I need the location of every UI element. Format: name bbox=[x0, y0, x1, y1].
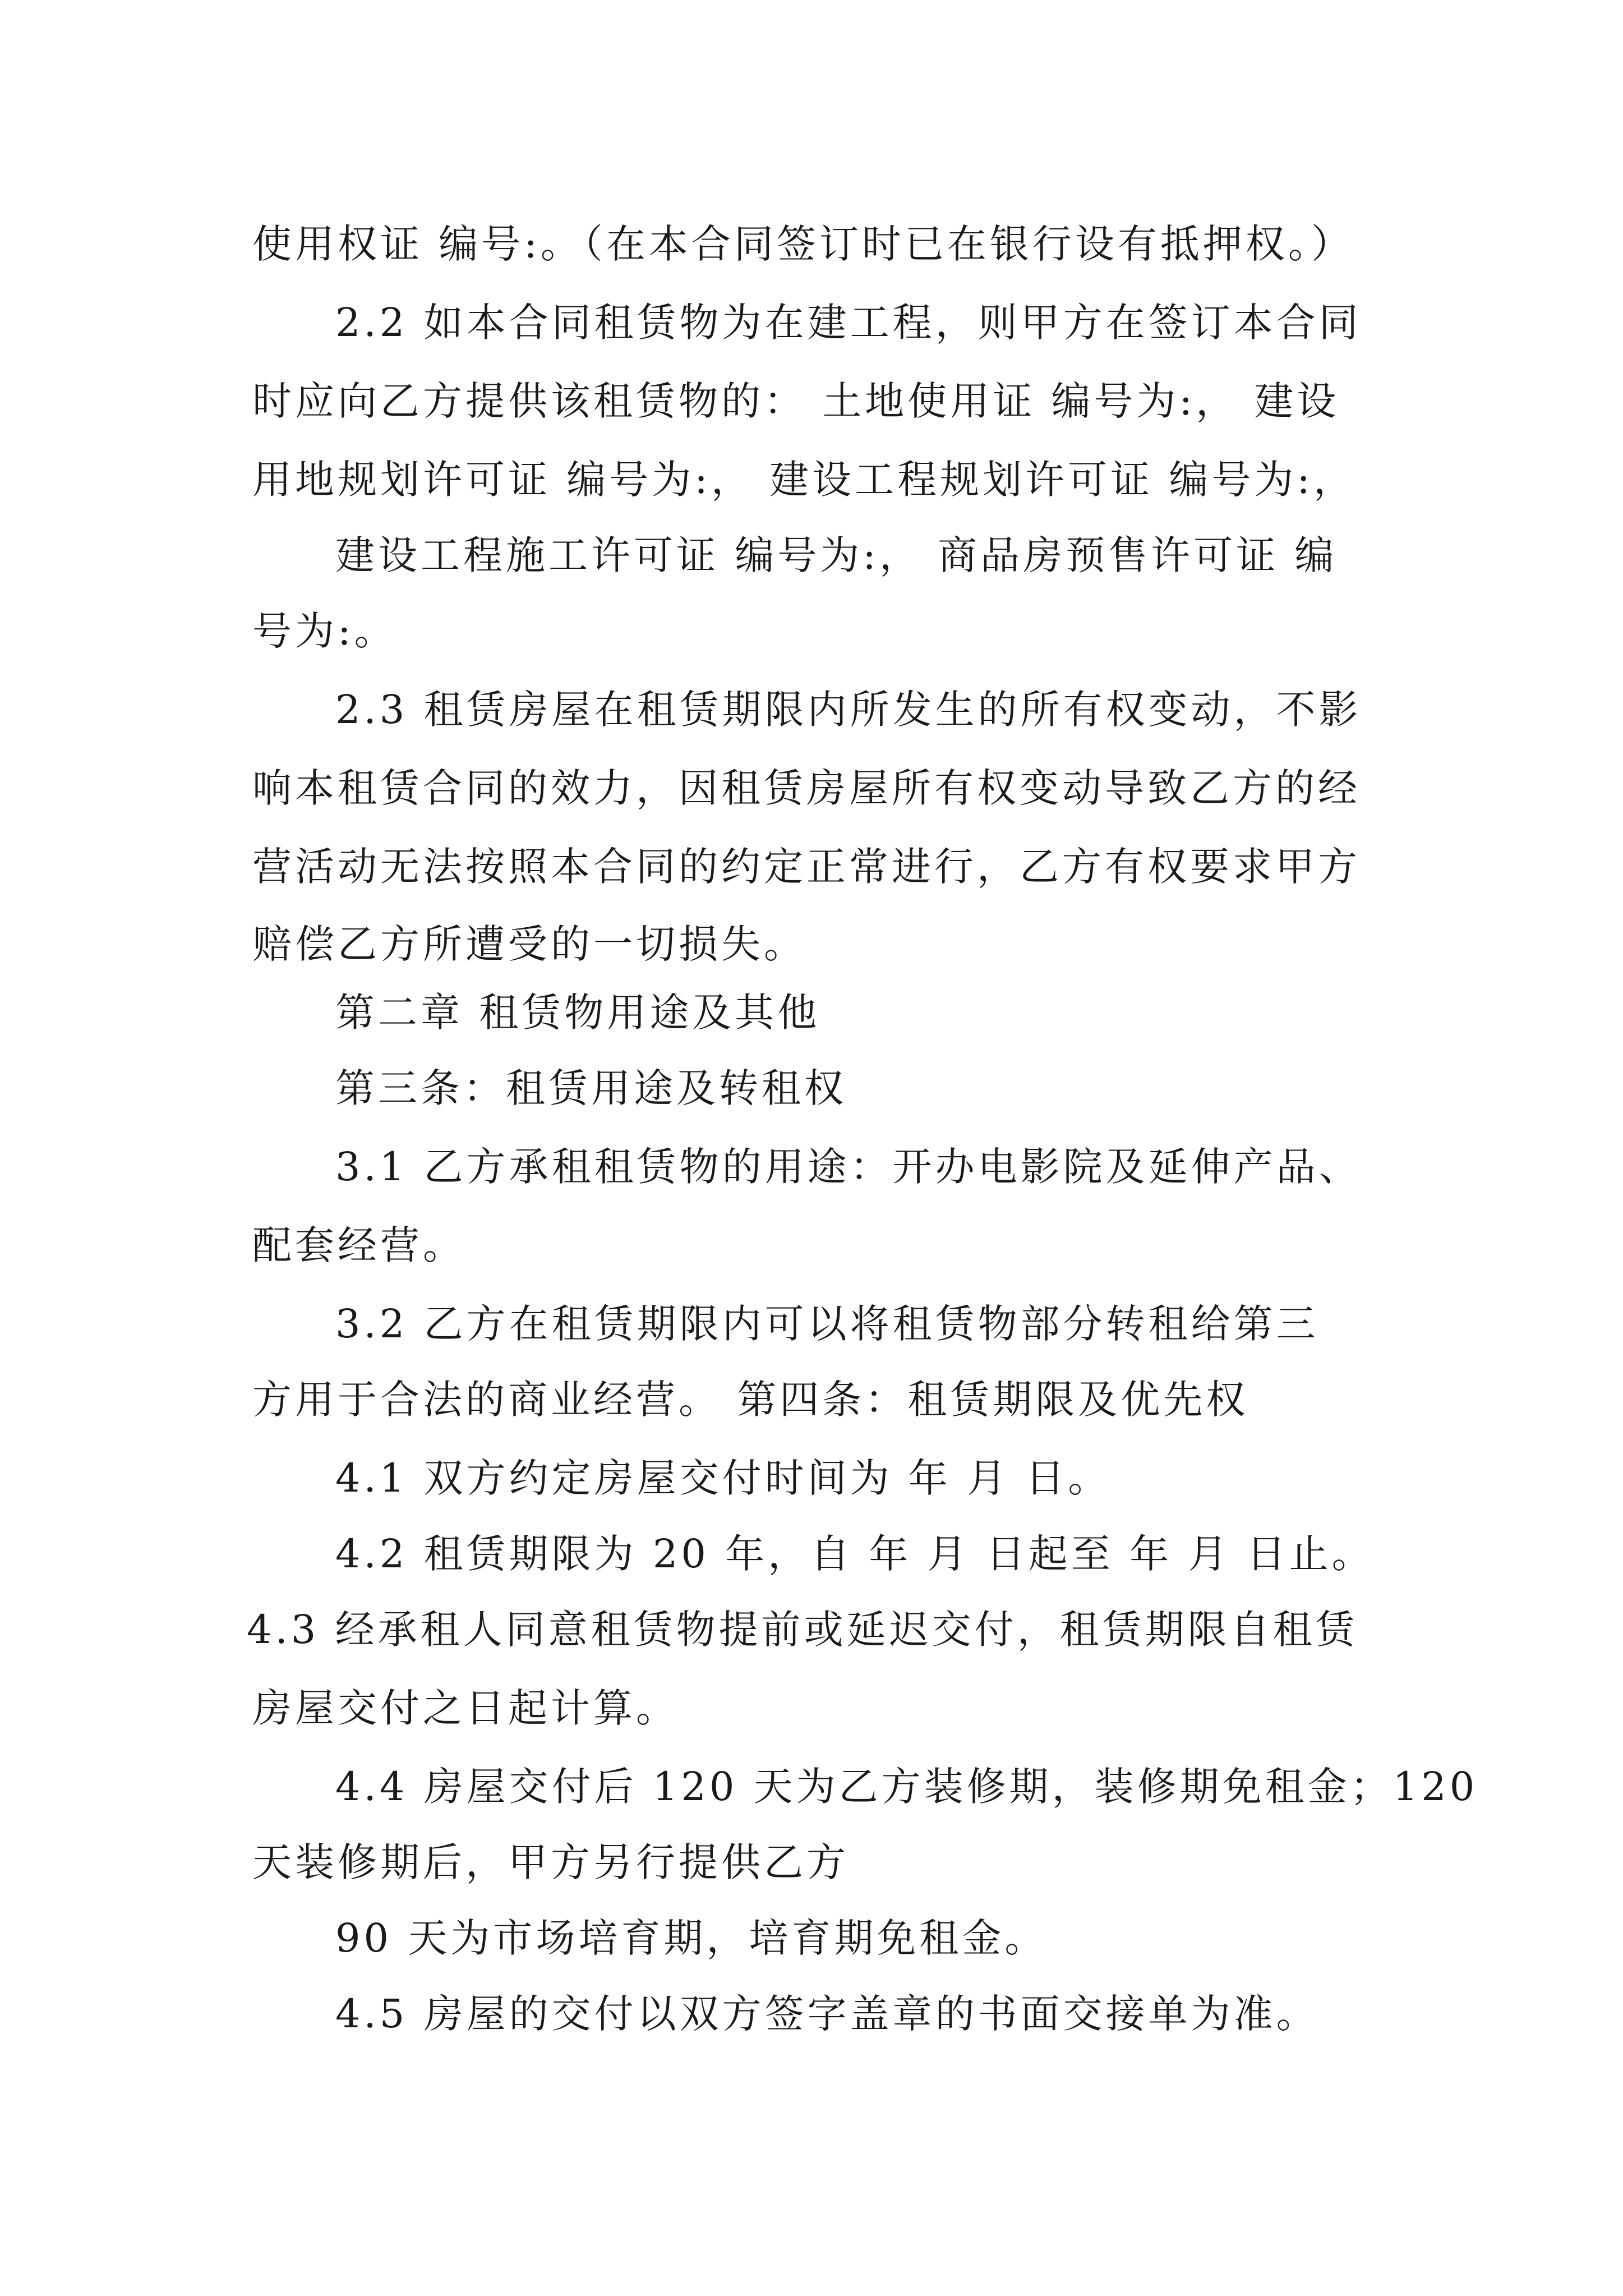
text-line: 90 天为市场培育期，培育期免租金。 bbox=[335, 1915, 1048, 1961]
text-line: 号为:。 bbox=[252, 608, 397, 654]
text-line: 时应向乙方提供该租赁物的： 土地使用证 编号为:， 建设 bbox=[252, 378, 1340, 424]
chapter-heading: 第二章 租赁物用途及其他 bbox=[335, 990, 820, 1036]
text-line: 4.4 房屋交付后 120 天为乙方装修期，装修期免租金；120 bbox=[335, 1764, 1478, 1810]
text-line: 房屋交付之日起计算。 bbox=[252, 1685, 679, 1731]
text-line: 营活动无法按照本合同的约定正常进行，乙方有权要求甲方 bbox=[252, 844, 1361, 890]
text-line: 4.2 租赁期限为 20 年，自 年 月 日起至 年 月 日止。 bbox=[335, 1531, 1375, 1577]
text-line: 方用于合法的商业经营。 第四条：租赁期限及优先权 bbox=[252, 1377, 1249, 1423]
text-line: 4.1 双方约定房屋交付时间为 年 月 日。 bbox=[335, 1455, 1111, 1501]
text-line: 3.1 乙方承租租赁物的用途：开办电影院及延伸产品、 bbox=[335, 1144, 1362, 1190]
text-line: 用地规划许可证 编号为:， 建设工程规划许可证 编号为:， bbox=[252, 457, 1356, 503]
text-line: 响本租赁合同的效力，因租赁房屋所有权变动导致乙方的经 bbox=[252, 765, 1361, 811]
text-line: 配套经营。 bbox=[252, 1222, 465, 1268]
text-line: 使用权证 编号:。（在本合同签订时已在银行设有抵押权。） bbox=[252, 221, 1354, 267]
article-heading: 第三条：租赁用途及转租权 bbox=[335, 1065, 847, 1111]
text-line: 建设工程施工许可证 编号为:， 商品房预售许可证 编 bbox=[335, 532, 1338, 578]
text-line: 2.2 如本合同租赁物为在建工程，则甲方在签订本合同 bbox=[335, 300, 1362, 346]
text-line: 赔偿乙方所遭受的一切损失。 bbox=[252, 921, 806, 967]
text-line: 天装修期后，甲方另行提供乙方 bbox=[252, 1839, 849, 1885]
text-line: 4.3 经承租人同意租赁物提前或延迟交付，租赁期限自租赁 bbox=[247, 1607, 1358, 1653]
text-line: 4.5 房屋的交付以双方签字盖章的书面交接单为准。 bbox=[335, 1991, 1319, 2037]
text-line: 3.2 乙方在租赁期限内可以将租赁物部分转租给第三 bbox=[335, 1301, 1319, 1347]
text-line: 2.3 租赁房屋在租赁期限内所发生的所有权变动，不影 bbox=[335, 687, 1362, 733]
